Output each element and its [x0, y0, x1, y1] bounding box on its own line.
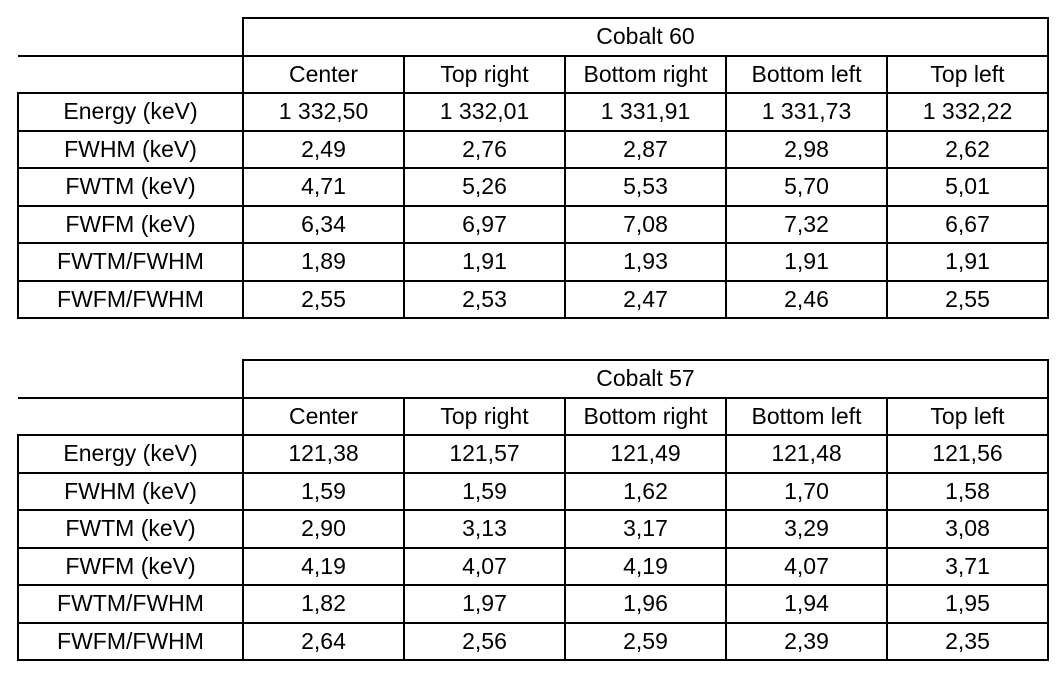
table-cell: 1 332,22: [887, 93, 1048, 131]
table-cell: 2,87: [565, 131, 726, 169]
table-cell: 3,08: [887, 510, 1048, 548]
table-cell: 1,91: [404, 243, 565, 281]
row-label: FWFM/FWHM: [18, 623, 243, 661]
table-cell: 4,71: [243, 168, 404, 206]
table-cell: 4,19: [243, 548, 404, 586]
table-cell: 6,67: [887, 206, 1048, 244]
row-label: FWHM (keV): [18, 131, 243, 169]
table-row: [18, 548, 1048, 586]
table-row: [18, 243, 1048, 281]
column-header: Top right: [404, 398, 565, 436]
table-cell: 2,53: [404, 281, 565, 319]
table-cell: 1,59: [404, 473, 565, 511]
table-cell: 2,49: [243, 131, 404, 169]
table-cell: 1,91: [726, 243, 887, 281]
table-title: Cobalt 57: [243, 360, 1048, 398]
table-cell: 1,89: [243, 243, 404, 281]
table-cell: 121,48: [726, 435, 887, 473]
table-row: [18, 131, 1048, 169]
table-cell: 1 332,01: [404, 93, 565, 131]
table-cell: 7,32: [726, 206, 887, 244]
table-row: [18, 585, 1048, 623]
table-cell: 6,97: [404, 206, 565, 244]
row-label: FWTM/FWHM: [18, 243, 243, 281]
table-cell: 3,17: [565, 510, 726, 548]
table-row: [18, 206, 1048, 244]
table-cell: 4,07: [404, 548, 565, 586]
row-label: FWFM (keV): [18, 206, 243, 244]
row-label: FWTM (keV): [18, 168, 243, 206]
table-cell: 1,82: [243, 585, 404, 623]
row-label: FWHM (keV): [18, 473, 243, 511]
table-cell: 2,62: [887, 131, 1048, 169]
table-title: Cobalt 60: [243, 18, 1048, 56]
table-row: [18, 168, 1048, 206]
table-cell: 1 331,91: [565, 93, 726, 131]
table-cell: 5,01: [887, 168, 1048, 206]
table-cell: 5,26: [404, 168, 565, 206]
table-cell: 2,64: [243, 623, 404, 661]
table-cell: 1 332,50: [243, 93, 404, 131]
table-cell: 121,56: [887, 435, 1048, 473]
column-header: Top left: [887, 398, 1048, 436]
table-cell: 121,38: [243, 435, 404, 473]
table-cell: 7,08: [565, 206, 726, 244]
table-cell: 2,90: [243, 510, 404, 548]
table-cell: 2,56: [404, 623, 565, 661]
table-cell: 2,98: [726, 131, 887, 169]
table-cell: 5,70: [726, 168, 887, 206]
table-row: [18, 623, 1048, 661]
table-cell: 1,70: [726, 473, 887, 511]
corner-cell: [18, 56, 243, 94]
table-cell: 2,47: [565, 281, 726, 319]
table-cell: 1,91: [887, 243, 1048, 281]
table-cell: 1,97: [404, 585, 565, 623]
table-cell: 1 331,73: [726, 93, 887, 131]
table-cell: 121,49: [565, 435, 726, 473]
table-cell: 2,35: [887, 623, 1048, 661]
table-cell: 2,46: [726, 281, 887, 319]
column-header: Bottom left: [726, 56, 887, 94]
cobalt-57-table: [17, 359, 1049, 661]
row-label: Energy (keV): [18, 435, 243, 473]
column-header-row: [18, 56, 1048, 94]
column-header: Bottom right: [565, 398, 726, 436]
column-header: Center: [243, 56, 404, 94]
column-header: Bottom left: [726, 398, 887, 436]
table-cell: 2,59: [565, 623, 726, 661]
row-label: FWTM (keV): [18, 510, 243, 548]
column-header: Bottom right: [565, 56, 726, 94]
table-cell: 121,57: [404, 435, 565, 473]
column-header: Center: [243, 398, 404, 436]
table-cell: 2,55: [887, 281, 1048, 319]
table-row: [18, 93, 1048, 131]
table-cell: 6,34: [243, 206, 404, 244]
table-cell: 5,53: [565, 168, 726, 206]
column-header-row: [18, 398, 1048, 436]
table-cell: 3,71: [887, 548, 1048, 586]
row-label: FWFM/FWHM: [18, 281, 243, 319]
table-cell: 1,62: [565, 473, 726, 511]
table-cell: 3,13: [404, 510, 565, 548]
table-title-row: [18, 18, 1048, 56]
table-cell: 1,58: [887, 473, 1048, 511]
table-cell: 2,55: [243, 281, 404, 319]
table-cell: 1,95: [887, 585, 1048, 623]
table-cell: 2,39: [726, 623, 887, 661]
table-cell: 4,07: [726, 548, 887, 586]
table-row: [18, 281, 1048, 319]
table-row: [18, 473, 1048, 511]
table-cell: 1,94: [726, 585, 887, 623]
table-cell: 4,19: [565, 548, 726, 586]
table-cell: 2,76: [404, 131, 565, 169]
row-label: FWFM (keV): [18, 548, 243, 586]
table-cell: 1,96: [565, 585, 726, 623]
corner-cell: [18, 18, 243, 56]
column-header: Top left: [887, 56, 1048, 94]
row-label: FWTM/FWHM: [18, 585, 243, 623]
column-header: Top right: [404, 56, 565, 94]
cobalt-60-table: [17, 17, 1049, 319]
table-row: [18, 435, 1048, 473]
table-row: [18, 510, 1048, 548]
table-title-row: [18, 360, 1048, 398]
row-label: Energy (keV): [18, 93, 243, 131]
corner-cell: [18, 360, 243, 398]
corner-cell: [18, 398, 243, 436]
table-cell: 1,93: [565, 243, 726, 281]
table-cell: 1,59: [243, 473, 404, 511]
table-cell: 3,29: [726, 510, 887, 548]
